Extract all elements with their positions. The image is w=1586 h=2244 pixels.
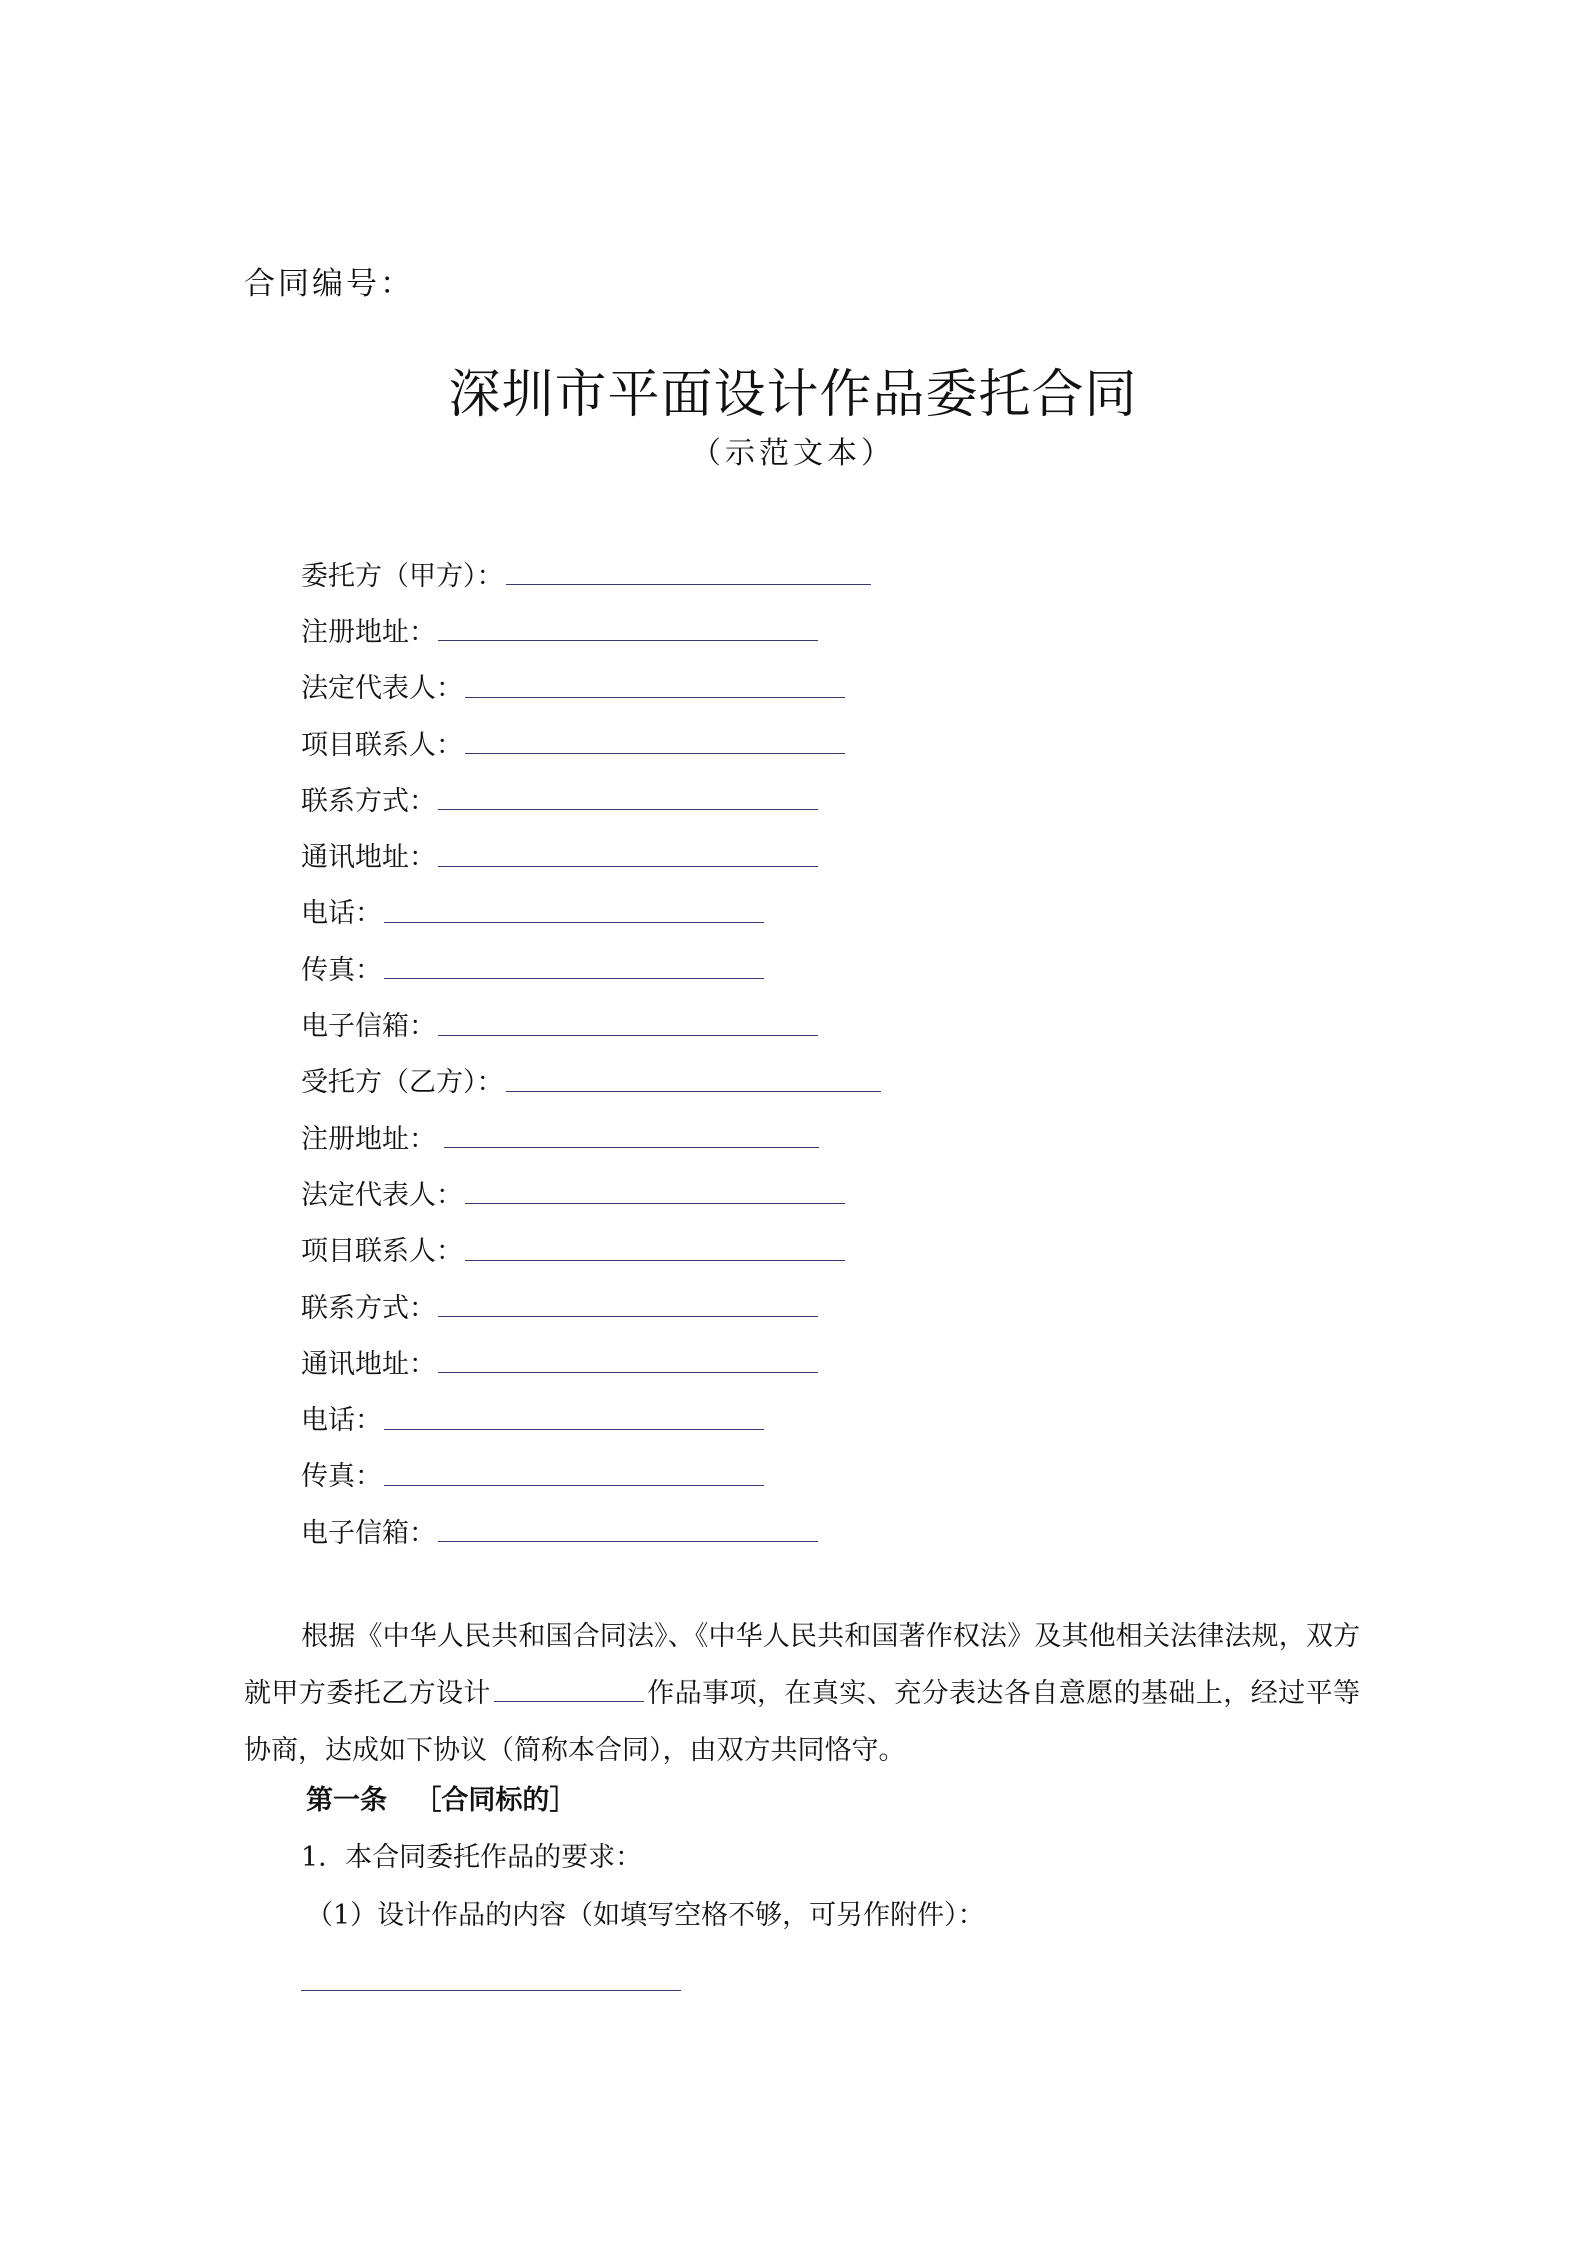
party-a-field-label: 项目联系人： bbox=[301, 729, 463, 761]
party-b-address-blank[interactable] bbox=[444, 1146, 819, 1148]
party-a-field-label: 联系方式： bbox=[301, 785, 436, 817]
party-b-field-label: 联系方式： bbox=[301, 1292, 436, 1324]
party-b-field-row bbox=[301, 1502, 881, 1558]
party-a-field-row bbox=[301, 714, 881, 770]
party-b-phone-blank[interactable] bbox=[384, 1428, 764, 1430]
party-a-mailing-address-blank[interactable] bbox=[438, 865, 818, 867]
document-title: 深圳市平面设计作品委托合同 bbox=[448, 365, 1138, 425]
party-a-field-label: 法定代表人： bbox=[301, 673, 463, 705]
document-subtitle: （示范文本） bbox=[691, 436, 895, 471]
party-b-field-label: 项目联系人： bbox=[301, 1236, 463, 1268]
preamble-text-part1: 根据《中华人民共和国合同法》、《中华人民共和国著作权法》及其他相关法律法规，双方就甲方委托乙方设计 bbox=[244, 1621, 1360, 1709]
party-b-field-row bbox=[301, 1333, 881, 1389]
article-1-number: 第一条 bbox=[306, 1785, 387, 1816]
party-b-field-label: 电子信箱： bbox=[301, 1517, 436, 1549]
party-a-field-label: 电子信箱： bbox=[301, 1011, 436, 1043]
party-a-field-row bbox=[301, 995, 881, 1051]
preamble-paragraph bbox=[244, 1608, 1360, 1779]
party-a-representative-blank[interactable] bbox=[465, 696, 845, 698]
party-a-field-label: 电话： bbox=[301, 898, 382, 930]
party-b-fax-blank[interactable] bbox=[384, 1484, 764, 1486]
party-b-field-row bbox=[301, 1164, 881, 1220]
party-fields bbox=[301, 545, 881, 1558]
party-b-field-label: 传真： bbox=[301, 1461, 382, 1493]
party-a-fax-blank[interactable] bbox=[384, 977, 764, 979]
party-b-mailing-address-blank[interactable] bbox=[438, 1371, 818, 1373]
party-b-field-row bbox=[301, 1446, 881, 1502]
article-1-heading bbox=[306, 1778, 576, 1817]
party-b-field-label: 电话： bbox=[301, 1405, 382, 1437]
design-work-blank[interactable] bbox=[494, 1679, 644, 1702]
party-a-field-label: 注册地址： bbox=[301, 616, 436, 648]
party-a-field-row bbox=[301, 601, 881, 657]
party-b-name-blank[interactable] bbox=[506, 1090, 881, 1092]
article-1-item-1: 1．本合同委托作品的要求： bbox=[301, 1842, 643, 1873]
party-a-email-blank[interactable] bbox=[438, 1034, 818, 1036]
party-b-field-row bbox=[301, 1277, 881, 1333]
party-a-field-row bbox=[301, 939, 881, 995]
party-a-heading: 委托方（甲方）： bbox=[301, 560, 504, 592]
party-b-representative-blank[interactable] bbox=[465, 1202, 845, 1204]
party-a-contact-method-blank[interactable] bbox=[438, 808, 818, 810]
contract-number-label: 合同编号： bbox=[244, 266, 414, 302]
design-content-blank[interactable] bbox=[301, 1990, 681, 1991]
preamble-text-part2: 作品事项，在真实、充分表达各自意愿的基础上，经过平等协商，达成如下协议（简称本合同），由双方共同恪守。 bbox=[244, 1678, 1361, 1766]
party-a-field-row bbox=[301, 883, 881, 939]
party-b-field-row bbox=[301, 1108, 881, 1164]
party-a-field-row bbox=[301, 826, 881, 882]
party-b-field-label: 法定代表人： bbox=[301, 1179, 463, 1211]
party-a-field-label: 传真： bbox=[301, 954, 382, 986]
party-a-field-label: 通讯地址： bbox=[301, 842, 436, 874]
party-b-field-row bbox=[301, 1389, 881, 1445]
party-a-address-blank[interactable] bbox=[438, 639, 818, 641]
party-b-field-label: 注册地址： bbox=[301, 1123, 436, 1155]
party-a-contact-person-blank[interactable] bbox=[465, 752, 845, 754]
party-a-phone-blank[interactable] bbox=[384, 921, 764, 923]
party-a-heading-row bbox=[301, 545, 881, 601]
party-b-heading: 受托方（乙方）： bbox=[301, 1067, 504, 1099]
party-b-heading-row bbox=[301, 1052, 881, 1108]
party-b-contact-method-blank[interactable] bbox=[438, 1315, 818, 1317]
party-b-email-blank[interactable] bbox=[438, 1540, 818, 1542]
party-a-field-row bbox=[301, 770, 881, 826]
party-b-field-row bbox=[301, 1221, 881, 1277]
article-1-item-1-sub-1: （1）设计作品的内容（如填写空格不够，可另作附件）： bbox=[306, 1900, 985, 1931]
party-b-field-label: 通讯地址： bbox=[301, 1348, 436, 1380]
party-a-name-blank[interactable] bbox=[506, 583, 871, 585]
article-1-title: ［合同标的］ bbox=[414, 1785, 577, 1816]
party-a-field-row bbox=[301, 658, 881, 714]
party-b-contact-person-blank[interactable] bbox=[465, 1259, 845, 1261]
